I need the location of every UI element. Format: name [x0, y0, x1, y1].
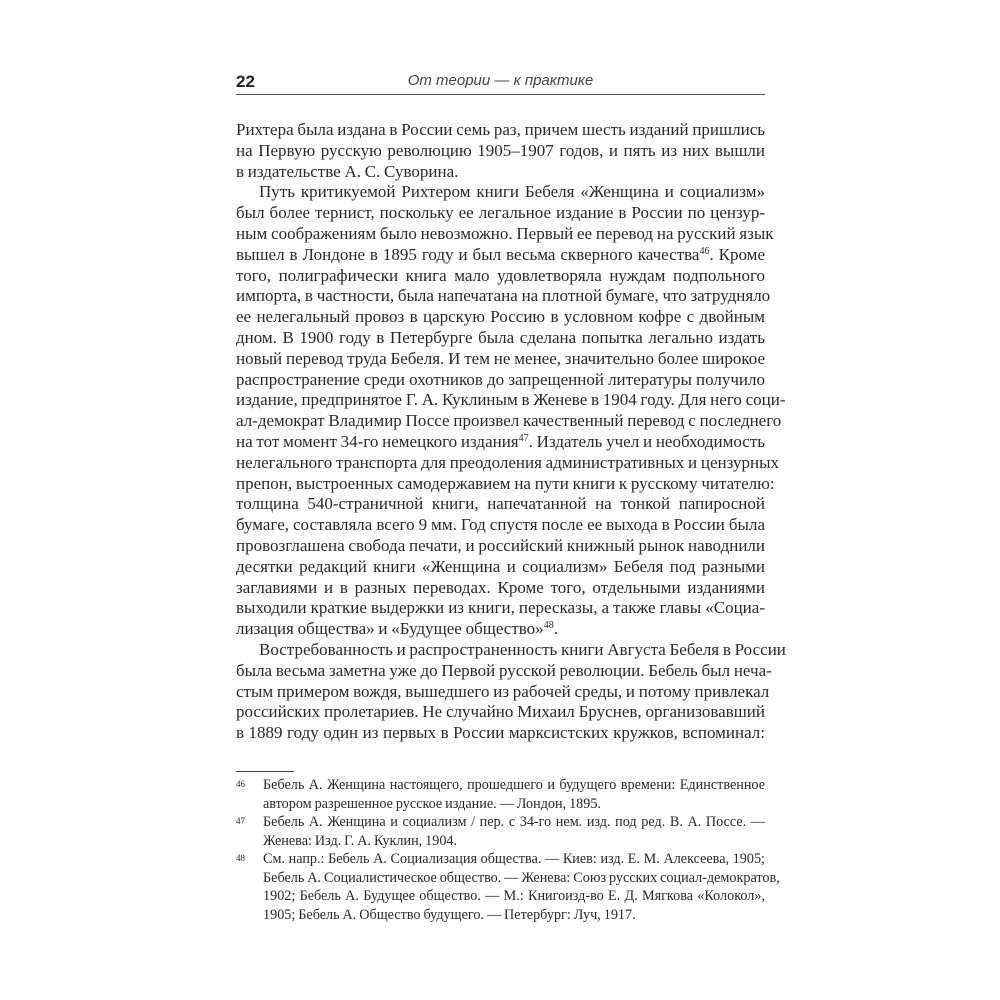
line-text: на Первую русскую революцию 1905–1907 годов, и пять из них вышли [236, 140, 765, 160]
text-line [236, 286, 771, 307]
footnotes [236, 776, 780, 924]
text-line [236, 515, 765, 536]
text-line [236, 598, 765, 619]
footnote-line: Бебель А. Социалистическое общество. — Женева: Союз русских социал-демократов, [263, 869, 780, 886]
line-text: был более тернист, поскольку ее легальное издание в России по цензур- [236, 203, 765, 223]
footnote-number: 46 [236, 779, 245, 789]
text-line [236, 702, 765, 723]
text-line [236, 182, 765, 203]
line-text: ал-демократ Владимир Поссе произвел качественный перевод с последнего [236, 411, 782, 431]
text-line [236, 452, 780, 474]
footnote-line: Бебель А. Женщина настоящего, прошедшего и будущего времени: Единственное [263, 777, 765, 793]
line-text: импорта, в частности, была напечатана на плотной бумаге, что затрудняло [236, 286, 771, 306]
footnote-line: Бебель А. Женщина и социализм / пер. с 34-го нем. изд. под ред. В. А. Поссе. — [263, 814, 765, 830]
line-text: . [553, 619, 558, 639]
footnote-line: См. напр.: Бебель А. Социализация общества. — Киев: изд. Е. М. Алексеева, 1905; [263, 851, 765, 867]
footnote [236, 850, 780, 924]
text-line [236, 203, 765, 224]
line-text: провозглашена свобода печати, и российский книжный рынок наводнили [236, 535, 765, 555]
line-text: была весьма заметна уже до Первой русской революции. Бебель был неча- [236, 660, 772, 680]
footnote-number: 48 [236, 853, 245, 863]
line-text: новый перевод труда Бебеля. И тем не менее, значительно более широкое [236, 348, 765, 368]
line-text: выходили краткие выдержки из книги, пересказы, а также главы «Социа- [236, 598, 765, 618]
line-text: Востребованность и распространенность книги Августа Бебеля в России [259, 639, 786, 659]
running-header [236, 70, 765, 95]
text-line [236, 619, 765, 640]
text-line [236, 162, 765, 183]
line-text: Путь критикуемой Рихтером книги Бебеля «Женщина и социализм» [259, 182, 765, 202]
text-line [236, 307, 765, 328]
footnote-line: автором разрешенное русское издание. — Лондон, 1895. [263, 795, 602, 812]
footnote-line: 1902; Бебель А. Будущее общество. — М.: Книгоизд-во Е. Д. Мягкова «Колокол», [263, 888, 765, 904]
footnote-ref: 46 [699, 245, 710, 257]
text-line [236, 494, 765, 515]
text-line [236, 639, 786, 661]
main-text [236, 120, 786, 744]
line-text: препон, выстроенных самодержавием на пути книги к русскому читателю: [236, 473, 775, 493]
text-line [236, 473, 775, 495]
text-line [236, 578, 765, 599]
footnote-line: 1905; Бебель А. Общество будущего. — Петербург: Луч, 1917. [263, 906, 636, 923]
line-text: ее нелегальный провоз в царскую Россию в условном кофре с двойным [236, 307, 765, 327]
text-line [236, 245, 765, 266]
line-text: издание, предпринятое Г. А. Куклиным в Женеве в 1904 году. Для него соци- [236, 390, 786, 410]
footnote [236, 813, 765, 850]
line-text: десятки редакций книги «Женщина и социализм» Бебеля под разными [236, 556, 765, 576]
footnote-divider [236, 771, 294, 772]
text-line [236, 660, 772, 682]
page-number: 22 [236, 72, 255, 91]
text-line [236, 328, 765, 349]
text-line [236, 723, 765, 744]
line-text: лизация общества» и «Будущее общество» [236, 619, 544, 639]
text-line [236, 557, 765, 578]
line-text: того, полиграфически книга мало удовлетворяла нуждам подпольного [236, 265, 765, 285]
footnote-number: 47 [236, 816, 245, 826]
line-text: . Кроме [709, 244, 765, 264]
text-line [236, 432, 765, 453]
line-text: . Издатель учел и необходимость [528, 431, 765, 451]
footnote [236, 776, 765, 813]
text-line [236, 223, 774, 245]
line-text: распространение среди охотников до запрещенной литературы получило [236, 369, 765, 389]
line-text: в 1889 году один из первых в России марксистских кружков, вспоминал: [236, 723, 765, 743]
line-text: на тот момент 34-го немецкого издания [236, 431, 519, 451]
line-text: в издательстве А. С. Суворина. [236, 161, 459, 181]
line-text: Рихтера была издана в России семь раз, причем шесть изданий пришлись [236, 120, 765, 139]
line-text: дном. В 1900 году в Петербурге была сделана попытка легально издать [236, 327, 765, 347]
line-text: стым примером вождя, вышедшего из рабочей среды, и потому привлекал [236, 681, 770, 701]
text-line [236, 266, 765, 287]
line-text: нелегального транспорта для преодоления административных и цензурных [236, 452, 780, 472]
line-text: заглавиями и в разных переводах. Кроме того, отдельными изданиями [236, 577, 765, 597]
text-line [236, 141, 765, 162]
footnote-ref: 48 [543, 620, 554, 632]
text-line [236, 411, 782, 432]
text-line [236, 681, 770, 703]
line-text: вышел в Лондоне в 1895 году и был весьма скверного качества [236, 244, 700, 264]
text-line [236, 349, 765, 370]
footnote-ref: 47 [518, 432, 529, 444]
footnote-line: Женева: Изд. Г. А. Куклин, 1904. [263, 832, 458, 849]
line-text: ным соображениям было невозможно. Первый ее перевод на русский язык [236, 223, 774, 243]
running-title: От теории — к практике [407, 72, 594, 89]
text-line [236, 120, 765, 141]
text-line [236, 390, 786, 411]
text-line [236, 370, 765, 391]
text-line [236, 536, 765, 557]
line-text: российских пролетариев. Не случайно Михаил Бруснев, организовавший [236, 702, 765, 722]
line-text: бумаге, составляла всего 9 мм. Год спустя после ее выхода в России была [236, 515, 765, 535]
line-text: толщина 540-страничной книги, напечатанной на тонкой папиросной [236, 494, 765, 514]
